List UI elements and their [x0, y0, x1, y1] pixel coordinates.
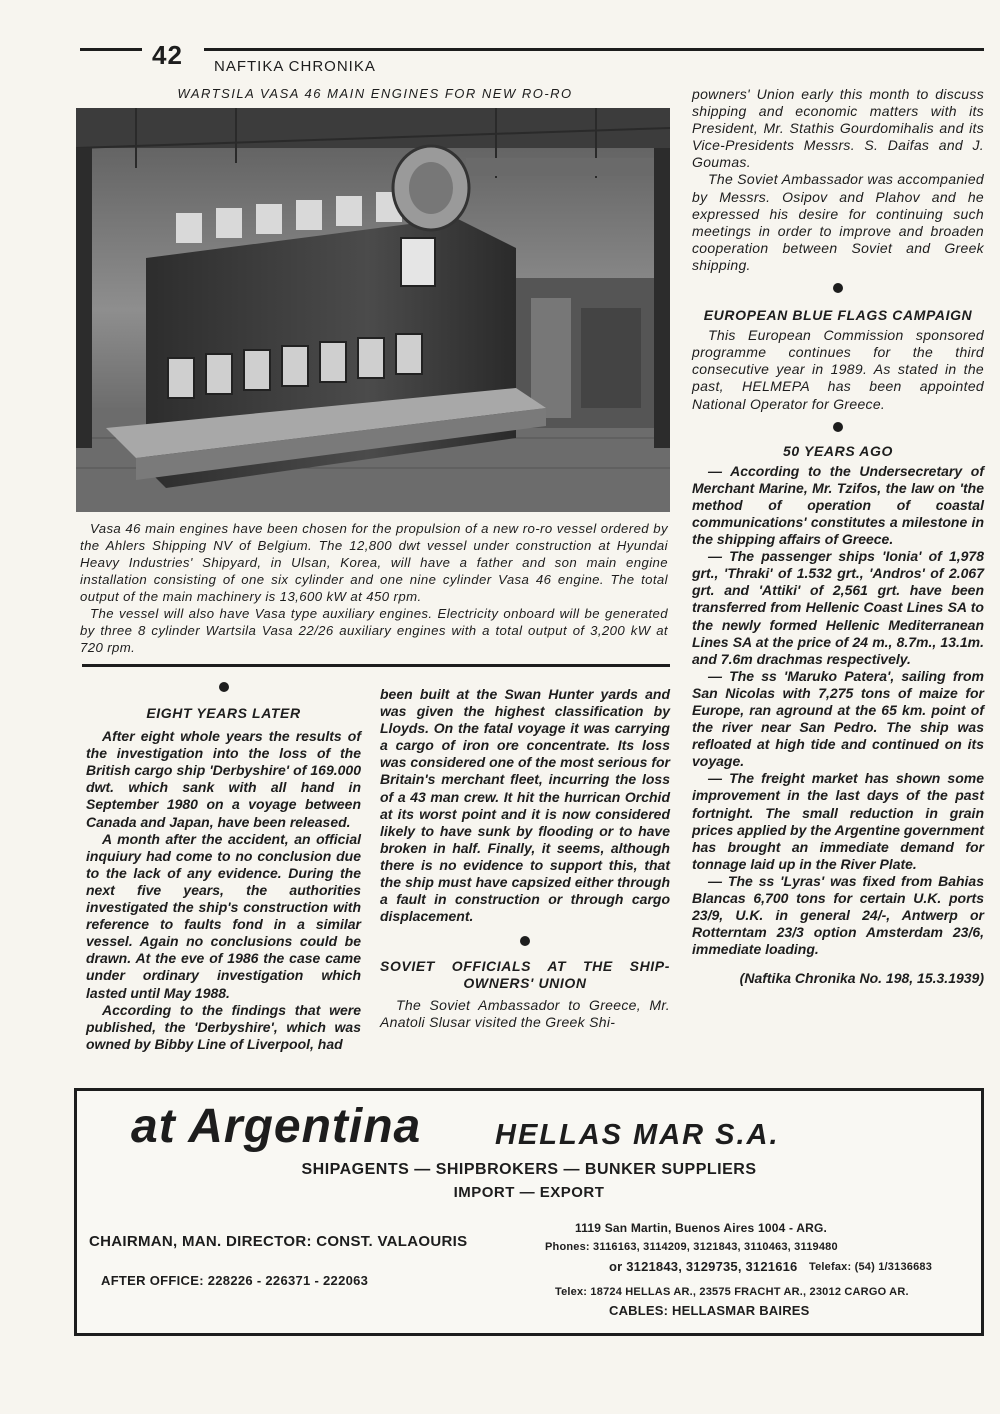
header-rule-right [204, 48, 984, 51]
column-2 [380, 686, 670, 1031]
engine-photo [76, 108, 670, 512]
page-number: 42 [152, 40, 183, 70]
article-paragraph: The Soviet Ambassador to Greece, Mr. Anatoli Slusar visited the Greek Shi- [380, 996, 670, 1030]
ad-address: 1119 San Martin, Buenos Aires 1004 - ARG. [575, 1221, 828, 1235]
ad-services: SHIPAGENTS — SHIPBROKERS — BUNKER SUPPLIERS [301, 1161, 757, 1178]
bullet-separator [219, 682, 229, 692]
column-3 [692, 86, 984, 988]
header-rule-left [80, 48, 142, 51]
history-item: — The ss 'Maruko Patera', sailing from San Nicolas with 7,275 tons of maize for Europe, ran aground at the 65 km. point of the river near San Pedro. The ship was refloated at high tide and continued on its voyage. [692, 667, 984, 770]
history-item: — The freight market has shown some improvement in the last days of the past fortnight. The small reduction in grain prices applied by the Argentine government has brought an immediate demand for tonnage laid up in the River Plate. [692, 770, 984, 872]
article-paragraph: According to the findings that were published, the 'Derbyshire', which was owned by Bibby Line of Liverpool, had [86, 1001, 361, 1052]
article-paragraph: After eight whole years the results of the investigation into the loss of the British cargo ship 'Derbyshire' of 169.000 dwt. which sank with all hand in September 1980 on a voyage between Canada and Japan, have been released. [86, 728, 361, 830]
ad-company-name: HELLAS MAR S.A. [495, 1119, 780, 1151]
ad-chairman: CHAIRMAN, MAN. DIRECTOR: CONST. VALAOURIS [89, 1233, 468, 1250]
article-paragraph: The Soviet Ambassador was accompanied by Messrs. Osipov and Plahov and he expressed his desire for continuing such meetings in order to improve and broaden cooperation between Soviet and Greek shipping. [692, 171, 984, 273]
article-continuation: been built at the Swan Hunter yards and was given the highest classification by Lloyds. On the fatal voyage it was carrying a cargo of iron ore concentrate. Its loss was considered one of the most serious for Britain's merchant fleet, incurring the loss of a 43 man crew. It hit the hurrican Orchid at its worst point and it is now considered likely to have sunk by flooding or to have broken in half. Finally, it seems, although there is no evidence to support this, that the ship must have capsized either through a fault in construction or through cargo displacement. [380, 686, 670, 925]
fifty-years-heading: 50 YEARS AGO [783, 442, 893, 459]
caption-paragraph: The vessel will also have Vasa type auxiliary engines. Electricity onboard will be generated by three 8 cylinder Wartsila Vasa 22/26 auxiliary engines with a total output of 3,200 kW at 720 rpm. [80, 606, 668, 655]
bullet-separator [833, 283, 843, 293]
ad-telex: Telex: 18724 HELLAS AR., 23575 FRACHT AR., 23012 CARGO AR. [555, 1286, 909, 1298]
eight-years-heading: EIGHT YEARS LATER [146, 705, 301, 721]
ad-telefax: Telefax: (54) 1/3136683 [809, 1261, 933, 1273]
photo-headline: WARTSILA VASA 46 MAIN ENGINES FOR NEW RO-RO [177, 86, 573, 101]
article-paragraph: powners' Union early this month to discuss shipping and economic matters with its President, Mr. Stathis Gourdomihalis and its Vice-Presidents Messrs. S. Daifas and J. Goumas. [692, 86, 984, 171]
ad-cables: CABLES: HELLASMAR BAIRES [609, 1303, 810, 1318]
history-item: — According to the Undersecretary of Merchant Marine, Mr. Tzifos, the law on 'the method of operation of coastal communications' constitutes a milestone in the shipping affairs of Greece. [692, 462, 984, 548]
ad-services-secondary: IMPORT — EXPORT [453, 1184, 605, 1201]
soviet-heading: SOVIET OFFICIALS AT THE SHIP- [380, 958, 670, 975]
blue-flags-heading: EUROPEAN BLUE FLAGS CAMPAIGN [703, 307, 973, 324]
ad-phones-more: or 3121843, 3129735, 3121616 [609, 1259, 798, 1274]
photo-caption [80, 520, 668, 656]
ad-after-office: AFTER OFFICE: 228226 - 226371 - 222063 [101, 1273, 369, 1288]
section-divider [82, 664, 670, 667]
article-paragraph: This European Commission sponsored programme continues for the third consecutive year in 1989. As stated in the past, HELMEPA has been appointed National Operator for Greece. [692, 327, 984, 412]
bullet-separator [833, 422, 843, 432]
article-paragraph: A month after the accident, an official inquiury had come to no conclusion due to the lack of any evidence. During the next five years, the authorities investigated the ship's construction with reference to faults fond in a similar vessel. Again no conclusions could be drawn. At the eve of 1986 the case came under ordinary investigation which lasted until May 1988. [86, 830, 361, 1001]
caption-paragraph: Vasa 46 main engines have been chosen for the propulsion of a new ro-ro vessel ordered by the Ahlers Shipping NV of Belgium. The 12,800 dwt vessel under construction at Hyundai Heavy Industries' Shipyard, in Ulsan, Korea, will have a father and son main engine installation consisting of one six cylinder and one nine cylinder Vasa 46 engine. The total output of the main machinery is 13,600 kW at 450 rpm. [80, 521, 668, 604]
source-citation: (Naftika Chronika No. 198, 15.3.1939) [739, 970, 984, 987]
column-1 [86, 672, 361, 1053]
hellas-mar-advertisement [74, 1088, 984, 1336]
publication-name: NAFTIKA CHRONIKA [214, 58, 376, 75]
history-item: — The ss 'Lyras' was fixed from Bahias Blancas 6,700 tons for certain U.K. ports 23/9, U.K. in general 24/-, Antwerp or Rotterntam 23/3 option Amsterdam 23/6, immediate loading. [692, 872, 984, 958]
history-item: — The passenger ships 'Ionia' of 1,978 grt., 'Thraki' of 1.532 grt., 'Andros' of 2.067 grt. and 'Attiki' of 2,561 grt. have been transferred from Hellenic Coast Lines SA to the newly formed Hellenic Mediterranean Lines SA at the price of 24 m., 8.7m., 13.1m. and 7.6m drachmas respectively. [692, 548, 984, 667]
soviet-heading-line2: OWNERS' UNION [463, 975, 587, 992]
bullet-separator [520, 936, 530, 946]
ad-location: at Argentina [131, 1100, 422, 1153]
ad-phones: Phones: 3116163, 3114209, 3121843, 3110463, 3119480 [545, 1241, 838, 1253]
